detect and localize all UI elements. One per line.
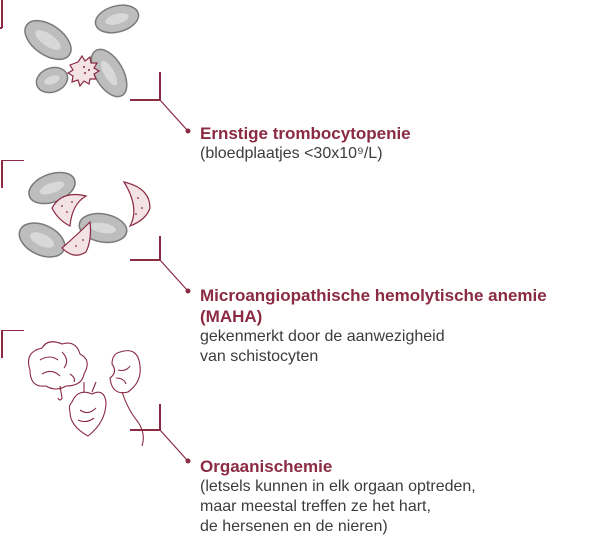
item-title-line: (MAHA)	[200, 307, 263, 326]
item-title-line: Microangiopathische hemolytische anemie	[200, 286, 547, 305]
panel-organ-ischemia	[0, 330, 600, 541]
text-block	[200, 123, 411, 164]
corner-bracket-top	[2, 330, 24, 358]
schistocyte-icon	[62, 222, 91, 255]
bullet-dot	[186, 129, 191, 134]
schistocyte-icon	[124, 182, 150, 226]
brain-icon	[29, 342, 88, 400]
red-blood-cell-icon	[92, 1, 141, 38]
red-blood-cell-icon	[18, 13, 78, 67]
panel-maha	[0, 160, 600, 365]
connector-bracket	[130, 72, 160, 100]
kidney-icon	[110, 351, 143, 446]
bullet-dot	[186, 459, 191, 464]
corner-bracket-top	[2, 160, 24, 188]
corner-bracket-top	[0, 0, 2, 28]
item-description: (bloedplaatjes <30x10⁹/L)	[200, 145, 383, 162]
item-description: (letsels kunnen in elk orgaan optreden, maar meestal treffen ze het hart, de hersenen en de nieren)	[200, 478, 476, 535]
item-title	[200, 285, 547, 327]
connector-line	[160, 260, 187, 290]
connector-bracket	[130, 236, 160, 260]
text-block	[200, 456, 476, 537]
item-title	[200, 123, 411, 144]
connector-line	[160, 100, 187, 130]
bullet-dot	[186, 289, 191, 294]
heart-icon	[69, 382, 106, 436]
red-blood-cell-icon	[14, 216, 70, 263]
item-description: gekenmerkt door de aanwezigheid van schistocyten	[200, 328, 445, 365]
item-title-line: Orgaanischemie	[200, 457, 333, 476]
connector-line	[160, 430, 187, 460]
item-title	[200, 456, 476, 477]
item-title-line: Ernstige trombocytopenie	[200, 124, 411, 143]
panel-thrombocytopenia	[0, 0, 600, 170]
red-blood-cell-icon	[33, 63, 71, 96]
